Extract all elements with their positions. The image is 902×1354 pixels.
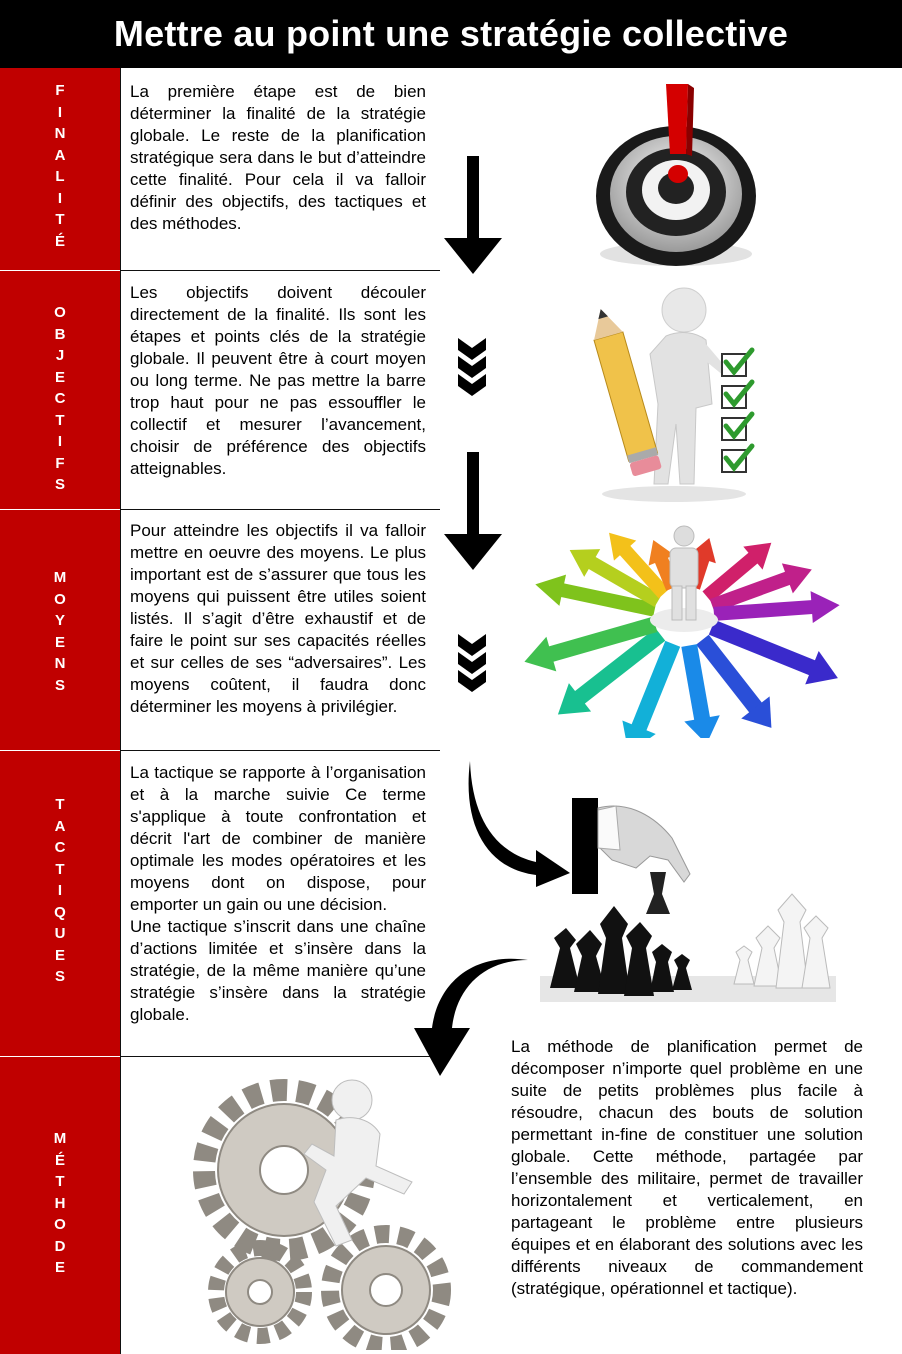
label-letter: É [54, 232, 65, 250]
chevron-down-icon [456, 336, 488, 398]
gears-icon [176, 1070, 466, 1350]
label-letter: E [54, 368, 65, 386]
label-methode [0, 1128, 120, 1279]
label-letter: U [54, 925, 66, 942]
methode-text: La méthode de planification permet de décomposer n’importe quel problème en une suite de petits problèmes plus facile à résoudre, chacun des bouts de solution permettant in-fine de constituer une solution globale. Cette méthode, partagée par l’ensemble des militaire, permet de travailler horizontalement et verticalement, en partageant le problème entre plusieurs équipes et en élaborant des solutions avec les différents niveaux de commandement (stratégique, opérationnel et tactique). [511, 1037, 863, 1298]
label-letter: É [54, 1151, 65, 1169]
divider [0, 270, 440, 271]
label-letter: T [55, 1173, 65, 1190]
label-letter: E [54, 946, 65, 964]
down-arrow-icon [442, 452, 504, 572]
curved-arrow-icon [412, 956, 532, 1080]
label-letter: T [55, 796, 65, 813]
label-letter: T [55, 211, 65, 228]
label-letter: O [54, 1216, 66, 1233]
objectifs-text: Les objectifs doivent découler directement de la finalité. Ils sont les étapes et points clés de la stratégie globale. Il peuvent être à court moyen ou long terme. Ne pas mettre la barre trop haut pour ne pas essouffler le collectif et mesurer l’avancement, choisir de préférence des objectifs atteignables. [130, 283, 426, 478]
chevron-down-icon [456, 632, 488, 694]
label-letter: J [55, 347, 65, 364]
label-letter: S [54, 676, 65, 694]
color-arrows-icon [514, 520, 854, 738]
finalite-text: La première étape est de bien déterminer la finalité de la stratégie globale. Le reste de la planification stratégique sera dans le but d’atteindre cette finalité. Pour cela il va falloir définir des objectifs, des tactiques et des méthodes. [130, 82, 426, 233]
label-letter: I [57, 882, 63, 899]
label-letter: F [55, 82, 65, 99]
label-letter: F [55, 454, 65, 472]
label-letter: I [57, 433, 63, 450]
tactiques-text [130, 762, 426, 1026]
label-letter: T [55, 411, 65, 429]
label-letter: A [54, 146, 66, 164]
label-letter: Y [54, 612, 65, 629]
pencil-checklist-icon [584, 284, 768, 506]
target-icon [588, 80, 768, 272]
chess-hand-icon [540, 798, 836, 1002]
label-letter: Q [54, 903, 66, 921]
label-letter: D [54, 1237, 66, 1255]
label-letter: L [55, 168, 65, 185]
label-letter: C [54, 839, 66, 856]
label-objectifs [0, 302, 120, 496]
label-tactiques [0, 794, 120, 988]
label-letter: N [54, 655, 66, 672]
down-arrow-icon [442, 156, 504, 276]
label-letter: O [54, 304, 66, 321]
label-letter: M [53, 1130, 67, 1147]
label-letter: S [54, 968, 65, 985]
label-letter: I [57, 103, 63, 121]
label-letter: M [53, 569, 67, 586]
label-letter: E [54, 1259, 65, 1276]
label-letter: I [57, 189, 63, 207]
page-title: Mettre au point une stratégie collective [0, 0, 902, 68]
label-letter: C [54, 390, 66, 407]
label-letter: A [54, 817, 66, 835]
label-letter: B [54, 325, 66, 343]
label-letter: O [54, 590, 66, 608]
label-letter: E [54, 633, 65, 651]
label-letter: S [54, 476, 65, 493]
tactiques-text-1: La tactique se rapporte à l’organisation et à la marche suivie Ce terme s'applique à toute confrontation et décrit l'art de combiner de manière optimale les modes opératoires et les moyens dont on dispose, pour emporter un gain ou une décision. [130, 763, 426, 914]
divider [0, 509, 440, 510]
label-moyens [0, 567, 120, 696]
label-finalite [0, 80, 120, 252]
label-letter: N [54, 125, 66, 142]
label-letter: T [55, 860, 65, 878]
divider [0, 750, 440, 751]
moyens-text: Pour atteindre les objectifs il va falloir mettre en oeuvre des moyens. Le plus important est de s’assurer que tous les moyens qui puissent être utiles soient listés. Il s’agit d’être exhaustif et de faire le point sur ses capacités réelles et sur celles de ses “adversaires”. Les moyens coûtent, il faudra donc déterminer les moyens à privilégier. [130, 521, 426, 716]
label-letter: H [54, 1194, 66, 1212]
divider [0, 1056, 440, 1057]
tactiques-text-2: Une tactique s’inscrit dans une chaîne d’actions limitée et s’insère dans la stratégie, de la même manière qu’une stratégie s’insère dans la stratégie globale. [130, 917, 426, 1024]
column-divider [120, 68, 121, 1354]
